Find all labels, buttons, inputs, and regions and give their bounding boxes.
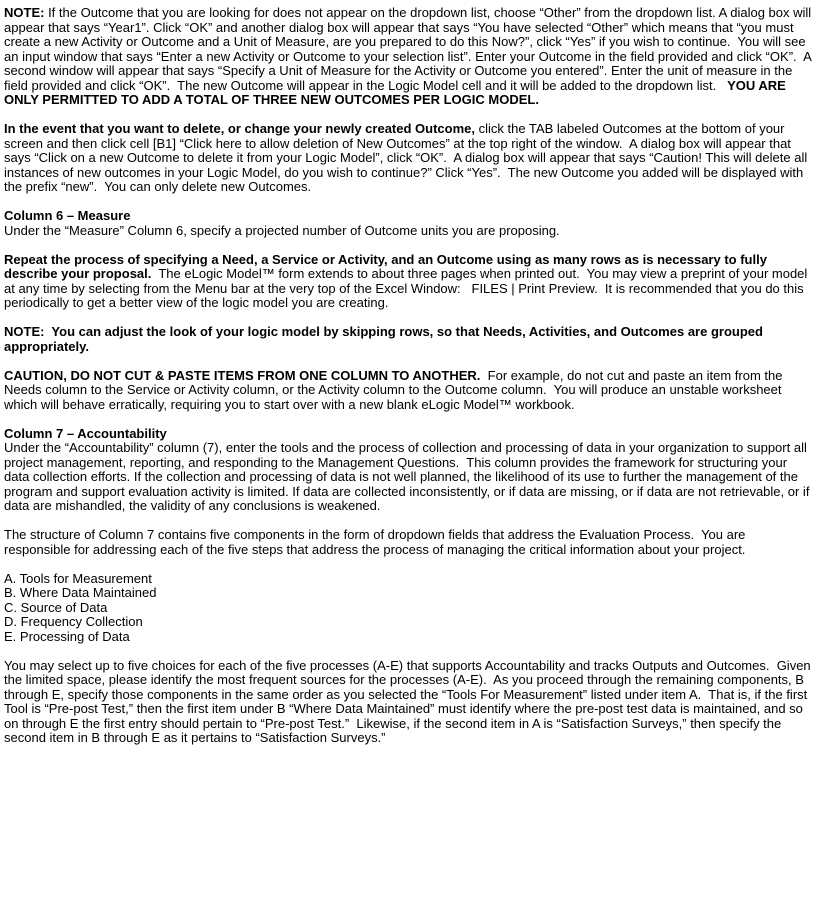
paragraph-note-new-outcome bbox=[4, 6, 814, 108]
note-tail-bold: YOU ARE ONLY PERMITTED TO ADD A TOTAL OF THREE NEW OUTCOMES PER LOGIC MODEL. bbox=[4, 77, 790, 107]
paragraph-caution-cut-paste bbox=[4, 369, 814, 413]
delete-body-text: click the TAB labeled Outcomes at the bottom of your screen and then click cell [B1] “Click here to allow deletion of New Outcomes” at the top right of the window. A dialog box will appear that says “Click on a new Outcome to delete it from your Logic Model”, click “OK”. A dialog box will appear that says “Caution! This will delete all instances of new outcomes in your Logic Model, do you wish to continue?” Click “Yes”. The new Outcome you added will be displayed with the prefix “new”. You can only delete new Outcomes. bbox=[4, 121, 811, 194]
caution-lead-bold: CAUTION, DO NOT CUT & PASTE ITEMS FROM ONE COLUMN TO ANOTHER. bbox=[4, 367, 481, 383]
list-item-source-of-data: C. Source of Data bbox=[4, 599, 108, 615]
repeat-body-text: The eLogic Model™ form extends to about three pages when printed out. You may view a preprint of your model at any time by selecting from the Menu bar at the very top of the Excel Window: FILES | Print Preview. It is recommended that you do this periodically to get a better view of the logic model you are creating. bbox=[4, 266, 811, 310]
list-item-tools-for-measurement: A. Tools for Measurement bbox=[4, 570, 152, 586]
paragraph-repeat-process bbox=[4, 253, 814, 311]
list-item-frequency-collection: D. Frequency Collection bbox=[4, 614, 143, 629]
five-choices-body-text: You may select up to five choices for each of the five processes (A-E) that supports Accountability and tracks Outputs and Outcomes. Given the limited space, please identify the most frequent sources for the processes (A-E). As you proceed through the remaining components, B through E, specify those components in the same order as you selected the “Tools For Measurement” listed under item A. That is, if the first Tool is “Pre-post Test,” then the first item under B “Where Data Maintained” must identify where the pre-post test data is maintained, and so on through E the first entry should pertain to “Pre-post Test.” Likewise, if the second item in A is “Satisfaction Surveys,” then specify the second item in B through E as it pertains to “Satisfaction Surveys.” bbox=[4, 657, 815, 745]
column6-heading: Column 6 – Measure bbox=[4, 208, 131, 223]
list-item-where-data-maintained: B. Where Data Maintained bbox=[4, 585, 157, 600]
skip-rows-bold: NOTE: You can adjust the look of your logic model by skipping rows, so that Needs, Activities, and Outcomes are grouped appropriately. bbox=[4, 324, 767, 354]
column7-heading: Column 7 – Accountability bbox=[4, 425, 167, 441]
paragraph-five-choices bbox=[4, 659, 814, 746]
section-column6-measure bbox=[4, 209, 814, 238]
note-body-text: If the Outcome that you are looking for does not appear on the dropdown list, choose “Other” from the dropdown list. A dialog box will appear that says “Year1”. Click “OK” and another dialog box will appear that says “You have selected “Other” which means that “you must create a new Activity or Outcome and a Unit of Measure, are you prepared to do this Now?”, click “Yes” if you wish to continue. You will see an input window that says “Enter a new Activity or Outcome to your selection list”. Enter your Outcome in the field provided and click “OK”. A second window will appear that says “Specify a Unit of Measure for the Activity or Outcome you entered”. Enter the unit of measure in the field provided and click “OK”. The new Outcome will appear in the Logic Model cell and it will be added to the dropdown list. bbox=[4, 5, 815, 93]
list-item-processing-of-data: E. Processing of Data bbox=[4, 628, 130, 644]
paragraph-column7-structure bbox=[4, 528, 814, 557]
paragraph-note-skip-rows bbox=[4, 325, 814, 354]
repeat-lead-bold: Repeat the process of specifying a Need, a Service or Activity, and an Outcome using as many rows as is necessary to fully describe your proposal. bbox=[4, 251, 771, 281]
paragraph-delete-outcome bbox=[4, 122, 814, 195]
evaluation-components-list bbox=[4, 572, 814, 645]
delete-lead-bold: In the event that you want to delete, or change your newly created Outcome, bbox=[4, 121, 475, 136]
structure-body-text: The structure of Column 7 contains five components in the form of dropdown fields that address the Evaluation Process. You are responsible for addressing each of the five steps that address the process of managing the critical information about your project. bbox=[4, 527, 750, 557]
section-column7-accountability bbox=[4, 427, 814, 514]
note-lead-bold: NOTE: bbox=[4, 5, 45, 20]
column7-body-text: Under the “Accountability” column (7), enter the tools and the process of collection and processing of data in your organization to support all project management, reporting, and responding to the Management Questions. This column provides the framework for structuring your data collection efforts. If the collection and processing of data is not well planned, the likelihood of its use to further the management of the program and support evaluation activity is limited. If data are collected inconsistently, or if data are missing, or if data are not retrievable, or if data are mishandled, the validity of any conclusions is weakened. bbox=[4, 440, 814, 513]
column6-body-text: Under the “Measure” Column 6, specify a projected number of Outcome units you are proposing. bbox=[4, 222, 560, 238]
caution-body-text: For example, do not cut and paste an item from the Needs column to the Service or Activity column, or the Activity column to the Outcome column. You will produce an unstable worksheet which will behave erratically, requiring you to start over with a new blank eLogic Model™ workbook. bbox=[4, 367, 787, 412]
